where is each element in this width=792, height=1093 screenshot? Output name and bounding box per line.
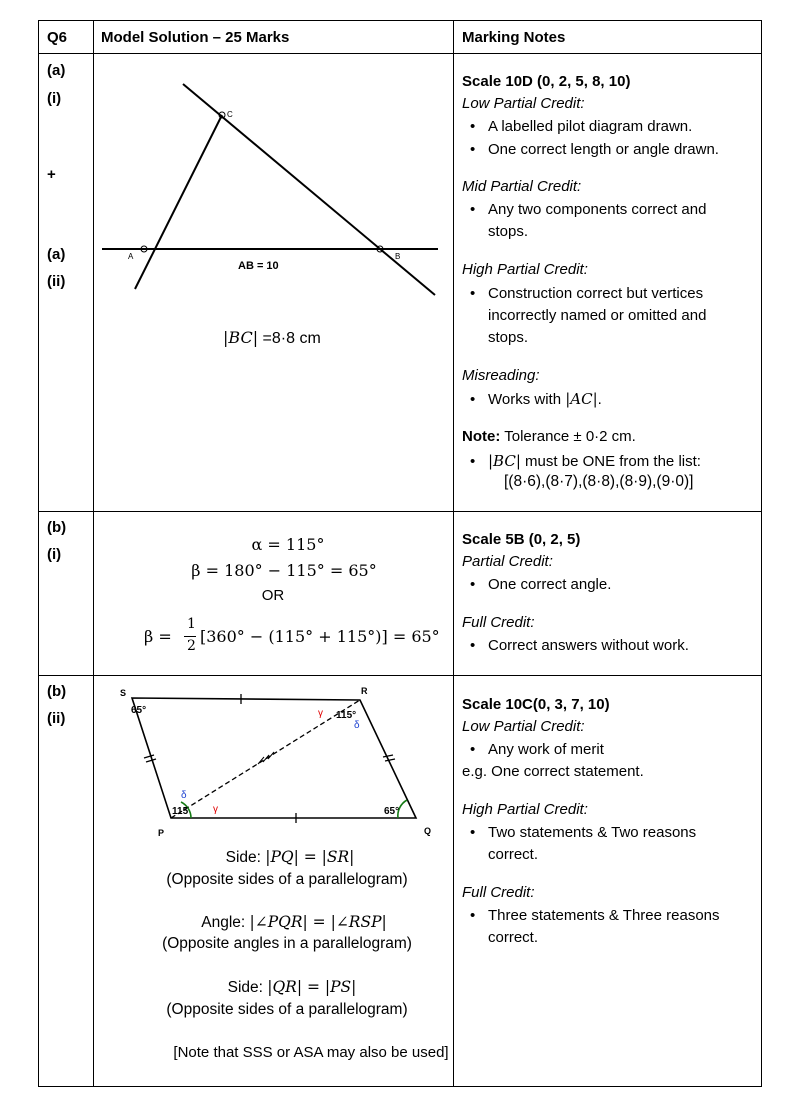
bii-full-item-text: Three statements & Three reasons bbox=[488, 907, 720, 924]
vertex-s: S bbox=[120, 688, 127, 698]
a-note-text: Tolerance ± 0·2 cm. bbox=[500, 428, 636, 445]
a-bc-math: |BC| bbox=[488, 452, 521, 470]
a-high-item: • Construction correct but vertices bbox=[470, 285, 704, 302]
bii-side1-reason: (Opposite sides of a parallelogram) bbox=[166, 871, 408, 888]
bii-side1 bbox=[226, 848, 355, 867]
line-ca bbox=[135, 115, 222, 289]
bii-full-title: Full Credit: bbox=[462, 884, 535, 901]
vertex-r: R bbox=[361, 686, 368, 696]
a-scale: Scale 10D (0, 2, 5, 8, 10) bbox=[462, 73, 631, 90]
a-low-item-1: • A labelled pilot diagram drawn. bbox=[470, 118, 693, 135]
a-low-item-2-text: One correct length or angle drawn. bbox=[488, 141, 719, 158]
tick-sp-2 bbox=[146, 759, 156, 762]
bi-partial-title: Partial Credit: bbox=[462, 553, 553, 570]
row-divider-bi-bii bbox=[38, 675, 762, 676]
a-mis-item-pre: Works with bbox=[488, 391, 566, 408]
bi-partial-item-text: One correct angle. bbox=[488, 576, 612, 593]
table-border-right bbox=[761, 20, 762, 1087]
label-a-1: (a) bbox=[47, 62, 66, 79]
bii-angle-pre: Angle: bbox=[201, 914, 250, 931]
answer-bc-value: =8·8 cm bbox=[262, 330, 321, 347]
bii-low-item-text: Any work of merit bbox=[488, 741, 604, 758]
bii-high-title: High Partial Credit: bbox=[462, 801, 588, 818]
label-a-i: (i) bbox=[47, 90, 62, 107]
answer-bc bbox=[223, 328, 321, 348]
tick-sp-1 bbox=[144, 755, 154, 758]
bi-full-item-text: Correct answers without work. bbox=[488, 637, 689, 654]
bii-side2-reason: (Opposite sides of a parallelogram) bbox=[166, 1001, 408, 1018]
bi-frac-den: 2 bbox=[187, 638, 196, 654]
a-mid-item: • Any two components correct and bbox=[470, 201, 707, 218]
bii-side2 bbox=[228, 978, 357, 997]
answer-bc-math: |BC| bbox=[223, 328, 259, 347]
bi-scale: Scale 5B (0, 2, 5) bbox=[462, 531, 581, 548]
gamma-r: γ bbox=[318, 708, 323, 719]
marking-scheme-table bbox=[38, 20, 762, 1087]
table-border-top bbox=[38, 20, 762, 21]
bii-angle bbox=[201, 913, 387, 932]
bii-high-item: • Two statements & Two reasons bbox=[470, 824, 697, 841]
a-high-item-cont-1: incorrectly named or omitted and bbox=[488, 307, 707, 324]
bi-frac-bar bbox=[184, 636, 196, 637]
bi-partial-item: • One correct angle. bbox=[470, 576, 612, 593]
angle-s-value: 65° bbox=[131, 705, 147, 716]
bii-side1-math: |PQ| = |SR| bbox=[265, 848, 355, 866]
table-header-divider bbox=[38, 53, 762, 54]
a-mid-item-text: Any two components correct and bbox=[488, 201, 707, 218]
table-divider-col2 bbox=[453, 20, 454, 1087]
bi-full-item: • Correct answers without work. bbox=[470, 637, 689, 654]
bii-footnote: [Note that SSS or ASA may also be used] bbox=[173, 1044, 449, 1061]
a-mis-title: Misreading: bbox=[462, 367, 540, 384]
header-question: Q6 bbox=[47, 29, 68, 46]
a-low-title: Low Partial Credit: bbox=[462, 95, 585, 112]
a-mis-item-math: |AC| bbox=[565, 390, 598, 408]
bii-high-item-cont: correct. bbox=[488, 846, 539, 863]
table-divider-col1 bbox=[93, 20, 94, 1087]
bii-low-eg: e.g. One correct statement. bbox=[462, 763, 644, 780]
angle-p-value: 115 bbox=[172, 806, 189, 817]
bi-frac-num: 1 bbox=[187, 616, 196, 632]
a-note-label: Note: bbox=[462, 428, 501, 445]
header-marking-notes: Marking Notes bbox=[462, 29, 566, 46]
row-divider-a-b bbox=[38, 511, 762, 512]
label-b-i: (i) bbox=[47, 546, 62, 563]
a-bc-text: must be ONE from the list: bbox=[520, 453, 701, 470]
ab-length-label: AB = 10 bbox=[238, 260, 279, 272]
angle-arc-q bbox=[398, 800, 407, 818]
point-a-label: A bbox=[128, 252, 134, 261]
bii-side2-math: |QR| = |PS| bbox=[267, 978, 357, 996]
a-mid-title: Mid Partial Credit: bbox=[462, 178, 582, 195]
point-c-label: C bbox=[227, 110, 233, 119]
vertex-p: P bbox=[158, 828, 165, 838]
parallelogram-diagram bbox=[108, 682, 432, 842]
bii-side2-pre: Side: bbox=[227, 979, 268, 996]
a-low-item-1-text: A labelled pilot diagram drawn. bbox=[488, 118, 693, 135]
parallelogram-pqrs bbox=[132, 698, 416, 818]
bi-alpha-line: α = 115° bbox=[251, 535, 325, 554]
a-mis-item-post: . bbox=[597, 391, 602, 408]
a-mid-item-cont: stops. bbox=[488, 223, 529, 240]
bii-full-item: • Three statements & Three reasons bbox=[470, 907, 720, 924]
angle-q-value: 65° bbox=[384, 806, 400, 817]
a-bc-list: [(8·6),(8·7),(8·8),(8·9),(9·0)] bbox=[504, 473, 694, 490]
delta-r: δ bbox=[354, 720, 360, 731]
a-bc-item: • |BC| must be ONE from the list: bbox=[470, 452, 701, 470]
vertex-q: Q bbox=[424, 826, 432, 836]
a-high-item-cont-2: stops. bbox=[488, 329, 529, 346]
bii-angle-math: |∠PQR| = |∠RSP| bbox=[249, 913, 387, 931]
label-b-1: (b) bbox=[47, 519, 67, 536]
bii-side1-pre: Side: bbox=[225, 849, 266, 866]
label-b-2: (b) bbox=[47, 683, 67, 700]
bi-beta-line: β = 180° − 115° = 65° bbox=[191, 561, 377, 580]
a-high-title: High Partial Credit: bbox=[462, 261, 588, 278]
bi-or: OR bbox=[261, 587, 285, 604]
triangle-construction-diagram bbox=[98, 75, 448, 325]
table-border-left bbox=[38, 20, 39, 1087]
header-model-solution: Model Solution – 25 Marks bbox=[101, 29, 290, 46]
bii-low-item: • Any work of merit bbox=[470, 741, 604, 758]
a-note bbox=[462, 428, 636, 445]
tick-rq-2 bbox=[385, 759, 395, 761]
bii-scale: Scale 10C(0, 3, 7, 10) bbox=[462, 696, 610, 713]
bi-beta-alt-pre: β = bbox=[144, 627, 172, 646]
bii-full-item-cont: correct. bbox=[488, 929, 539, 946]
a-high-item-text: Construction correct but vertices bbox=[488, 285, 704, 302]
a-mis-item: • Works with |AC|. bbox=[470, 390, 602, 408]
bi-beta-alt-post: [360° − (115° + 115°)] = 65° bbox=[200, 627, 440, 646]
label-plus: + bbox=[47, 166, 56, 183]
bii-angle-reason: (Opposite angles in a parallelogram) bbox=[162, 935, 412, 952]
label-b-ii: (ii) bbox=[47, 710, 66, 727]
table-border-bottom bbox=[38, 1086, 762, 1087]
bii-low-title: Low Partial Credit: bbox=[462, 718, 585, 735]
gamma-p: γ bbox=[213, 804, 218, 815]
angle-r-value: 115° bbox=[336, 710, 357, 721]
label-a-ii: (ii) bbox=[47, 273, 66, 290]
a-low-item-2: • One correct length or angle drawn. bbox=[470, 141, 719, 158]
label-a-2: (a) bbox=[47, 246, 66, 263]
delta-p: δ bbox=[181, 790, 187, 801]
point-b-label: B bbox=[395, 252, 401, 261]
bi-full-title: Full Credit: bbox=[462, 614, 535, 631]
tick-rq-1 bbox=[383, 755, 393, 757]
bii-high-item-text: Two statements & Two reasons bbox=[488, 824, 697, 841]
